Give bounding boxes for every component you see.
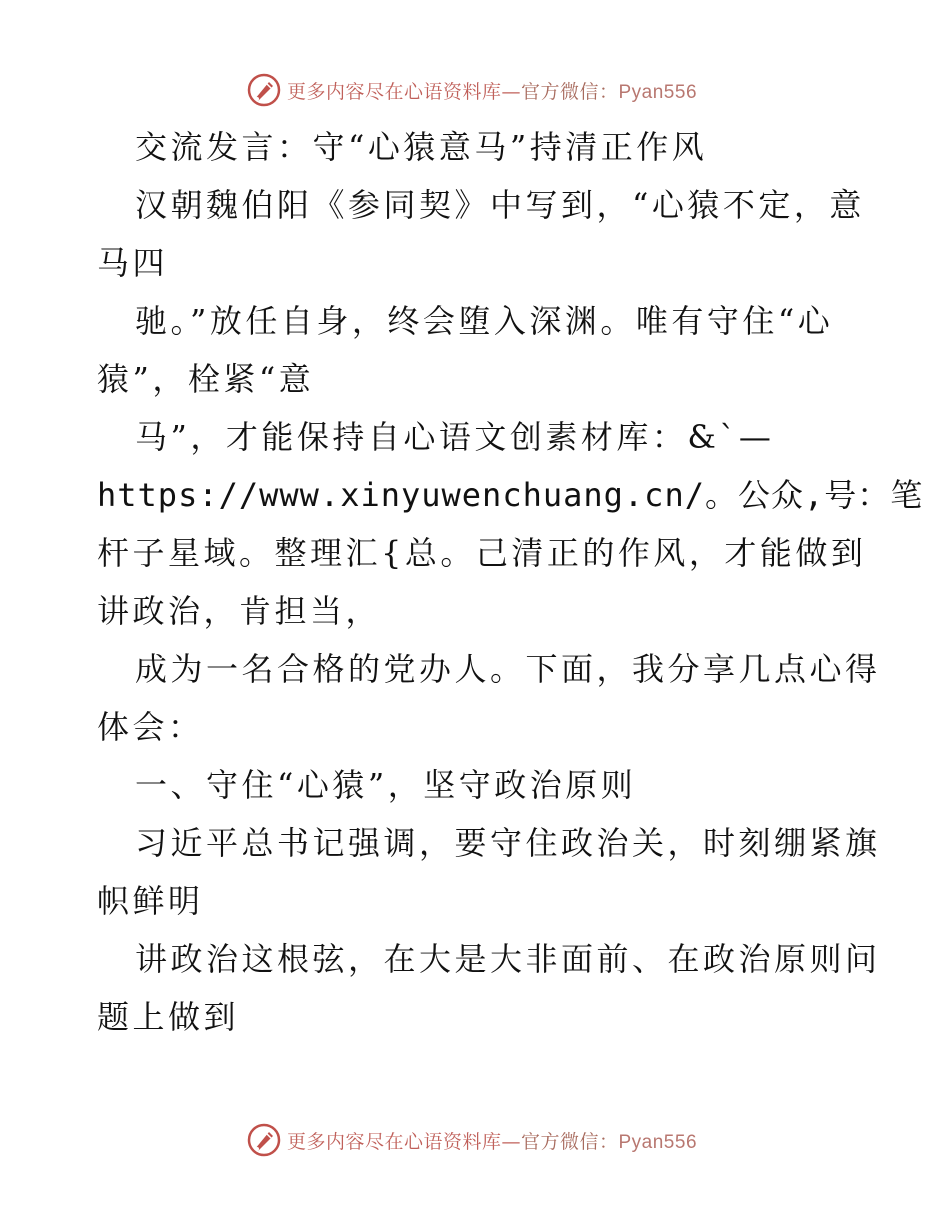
pen-nib-logo-icon — [247, 1123, 281, 1157]
watermark-separator: — — [501, 80, 521, 103]
body-line: 杆子星域。整理汇{总。己清正的作风，才能做到 — [97, 534, 867, 572]
header-watermark-banner — [0, 70, 950, 110]
footer-watermark-inner — [247, 1123, 697, 1157]
document-title: 交流发言：守“心猿意马”持清正作风 — [135, 128, 708, 166]
body-line: 讲政治，肯担当， — [97, 592, 382, 630]
watermark-main: 更多内容尽在心语资料库 — [286, 80, 502, 103]
body-line: 习近平总书记强调，要守住政治关，时刻绷紧旗 — [135, 824, 881, 862]
body-line: 马”，才能保持自心语文创素材库：&`— — [135, 418, 775, 456]
footer-watermark-text — [287, 1127, 697, 1154]
header-watermark-inner — [247, 73, 697, 107]
body-line: 帜鲜明 — [97, 882, 204, 920]
watermark-separator: — — [501, 1130, 521, 1153]
watermark-handle: Pyan556 — [618, 1131, 698, 1153]
header-watermark-text — [287, 77, 697, 104]
footer-watermark-banner — [0, 1120, 950, 1160]
body-line: 驰。”放任自身，终会堕入深渊。唯有守住“心 — [135, 302, 834, 340]
body-line: 汉朝魏伯阳《参同契》中写到，“心猿不定，意 — [135, 186, 865, 224]
body-line: 猿”，栓紧“意 — [97, 360, 315, 398]
watermark-wechat-label: 官方微信： — [520, 80, 619, 103]
watermark-handle: Pyan556 — [618, 81, 698, 103]
body-line-url: https://www.xinyuwenchuang.cn/。公众,号：笔 — [97, 476, 924, 514]
watermark-wechat-label: 官方微信： — [520, 1130, 619, 1153]
section-heading: 一、守住“心猿”，坚守政治原则 — [135, 766, 637, 804]
body-line: 题上做到 — [97, 998, 240, 1036]
watermark-main: 更多内容尽在心语资料库 — [286, 1130, 502, 1153]
body-line: 成为一名合格的党办人。下面，我分享几点心得 — [135, 650, 881, 688]
pen-nib-logo-icon — [247, 73, 281, 107]
body-line: 讲政治这根弦，在大是大非面前、在政治原则问 — [135, 940, 881, 978]
body-line: 体会： — [97, 708, 204, 746]
document-body — [97, 118, 924, 1046]
body-line: 马四 — [97, 244, 169, 282]
